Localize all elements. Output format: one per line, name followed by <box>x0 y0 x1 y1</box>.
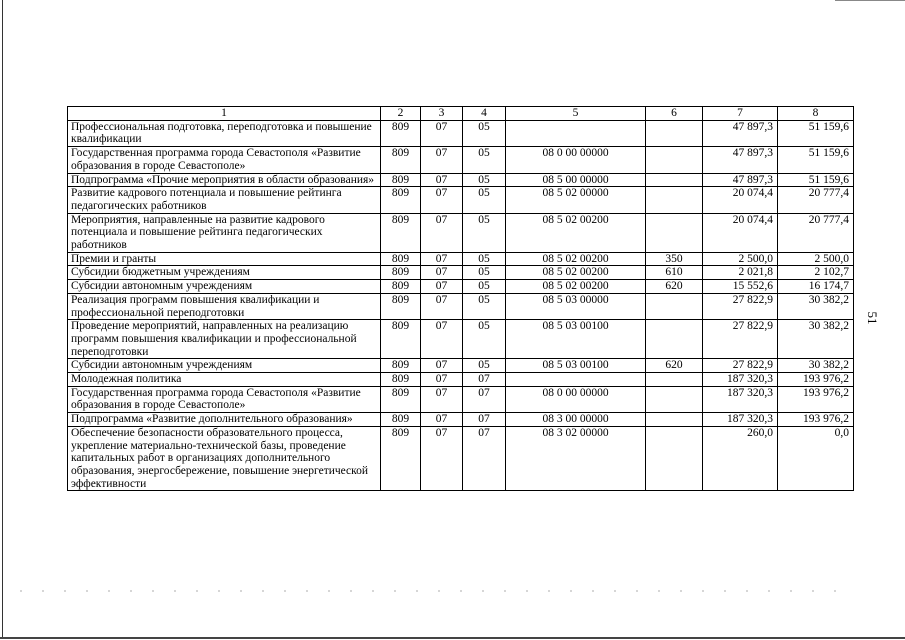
expense-type-cell <box>646 173 703 187</box>
subsection-code-cell: 07 <box>463 373 506 387</box>
amount-year2-cell: 20 777,4 <box>778 187 854 213</box>
subsection-code-cell: 05 <box>463 173 506 187</box>
subsection-code-cell: 05 <box>463 213 506 252</box>
expense-type-cell: 610 <box>646 266 703 280</box>
amount-year1-cell: 47 897,3 <box>703 173 778 187</box>
header-cell: 2 <box>381 107 421 121</box>
ministry-code-cell: 809 <box>381 266 421 280</box>
ministry-code-cell: 809 <box>381 373 421 387</box>
subsection-code-cell: 07 <box>463 413 506 427</box>
target-code-cell: 08 5 02 00200 <box>506 213 646 252</box>
amount-year2-cell: 30 382,2 <box>778 293 854 319</box>
ministry-code-cell: 809 <box>381 386 421 412</box>
expense-type-cell: 620 <box>646 280 703 294</box>
ministry-code-cell: 809 <box>381 173 421 187</box>
page-number: 51 <box>865 311 880 325</box>
subsection-code-cell: 05 <box>463 293 506 319</box>
expense-type-cell <box>646 120 703 146</box>
amount-year2-cell: 30 382,2 <box>778 320 854 359</box>
table-row <box>68 413 854 427</box>
target-code-cell: 08 5 03 00100 <box>506 359 646 373</box>
subsection-code-cell: 05 <box>463 252 506 266</box>
expense-type-cell <box>646 320 703 359</box>
ministry-code-cell: 809 <box>381 252 421 266</box>
section-code-cell: 07 <box>421 320 463 359</box>
table-row <box>68 147 854 173</box>
item-name-cell: Субсидии автономным учреждениям <box>68 359 381 373</box>
item-name-cell: Обеспечение безопасности образовательного процесса, укрепление материально-технической базы, проведение капитальных работ в организациях дополнительного образования, энергосбережение, повышение энергетической эффективности <box>68 426 381 491</box>
ministry-code-cell: 809 <box>381 413 421 427</box>
amount-year1-cell: 47 897,3 <box>703 147 778 173</box>
expense-type-cell <box>646 386 703 412</box>
expense-type-cell <box>646 147 703 173</box>
subsection-code-cell: 07 <box>463 386 506 412</box>
target-code-cell <box>506 373 646 387</box>
table-header-row <box>68 107 854 121</box>
header-cell: 6 <box>646 107 703 121</box>
amount-year1-cell: 2 021,8 <box>703 266 778 280</box>
header-cell: 8 <box>778 107 854 121</box>
expense-type-cell <box>646 187 703 213</box>
amount-year1-cell: 187 320,3 <box>703 386 778 412</box>
target-code-cell: 08 0 00 00000 <box>506 147 646 173</box>
amount-year2-cell: 51 159,6 <box>778 120 854 146</box>
section-code-cell: 07 <box>421 413 463 427</box>
amount-year1-cell: 2 500,0 <box>703 252 778 266</box>
subsection-code-cell: 05 <box>463 359 506 373</box>
expense-type-cell <box>646 373 703 387</box>
target-code-cell: 08 5 03 00100 <box>506 320 646 359</box>
amount-year1-cell: 20 074,4 <box>703 187 778 213</box>
target-code-cell: 08 5 02 00200 <box>506 252 646 266</box>
scan-noise <box>20 590 840 592</box>
subsection-code-cell: 05 <box>463 187 506 213</box>
ministry-code-cell: 809 <box>381 213 421 252</box>
item-name-cell: Премии и гранты <box>68 252 381 266</box>
target-code-cell: 08 5 02 00200 <box>506 266 646 280</box>
table-row <box>68 187 854 213</box>
header-cell: 7 <box>703 107 778 121</box>
ministry-code-cell: 809 <box>381 147 421 173</box>
subsection-code-cell: 05 <box>463 147 506 173</box>
section-code-cell: 07 <box>421 187 463 213</box>
section-code-cell: 07 <box>421 120 463 146</box>
amount-year2-cell: 51 159,6 <box>778 147 854 173</box>
table-row <box>68 120 854 146</box>
header-cell: 4 <box>463 107 506 121</box>
amount-year2-cell: 193 976,2 <box>778 413 854 427</box>
table-row <box>68 173 854 187</box>
item-name-cell: Профессиональная подготовка, переподготовка и повышение квалификации <box>68 120 381 146</box>
target-code-cell <box>506 120 646 146</box>
amount-year1-cell: 27 822,9 <box>703 359 778 373</box>
item-name-cell: Проведение мероприятий, направленных на реализацию программ повышения квалификации и профессиональной переподготовки <box>68 320 381 359</box>
item-name-cell: Государственная программа города Севастополя «Развитие образования в городе Севастополе» <box>68 386 381 412</box>
amount-year2-cell: 16 174,7 <box>778 280 854 294</box>
expense-type-cell: 350 <box>646 252 703 266</box>
ministry-code-cell: 809 <box>381 187 421 213</box>
section-code-cell: 07 <box>421 373 463 387</box>
ministry-code-cell: 809 <box>381 293 421 319</box>
scan-border-bottom <box>0 637 905 639</box>
table-row <box>68 280 854 294</box>
target-code-cell: 08 5 00 00000 <box>506 173 646 187</box>
amount-year1-cell: 27 822,9 <box>703 293 778 319</box>
section-code-cell: 07 <box>421 213 463 252</box>
budget-table <box>67 106 854 491</box>
subsection-code-cell: 07 <box>463 426 506 491</box>
target-code-cell: 08 0 00 00000 <box>506 386 646 412</box>
item-name-cell: Реализация программ повышения квалификации и профессиональной переподготовки <box>68 293 381 319</box>
ministry-code-cell: 809 <box>381 426 421 491</box>
amount-year2-cell: 193 976,2 <box>778 386 854 412</box>
amount-year1-cell: 27 822,9 <box>703 320 778 359</box>
section-code-cell: 07 <box>421 293 463 319</box>
expense-type-cell: 620 <box>646 359 703 373</box>
table-row <box>68 266 854 280</box>
amount-year2-cell: 30 382,2 <box>778 359 854 373</box>
section-code-cell: 07 <box>421 386 463 412</box>
subsection-code-cell: 05 <box>463 266 506 280</box>
expense-type-cell <box>646 426 703 491</box>
scan-border-top <box>835 0 905 1</box>
amount-year2-cell: 0,0 <box>778 426 854 491</box>
target-code-cell: 08 5 02 00200 <box>506 280 646 294</box>
section-code-cell: 07 <box>421 252 463 266</box>
section-code-cell: 07 <box>421 280 463 294</box>
amount-year2-cell: 51 159,6 <box>778 173 854 187</box>
amount-year1-cell: 260,0 <box>703 426 778 491</box>
item-name-cell: Молодежная политика <box>68 373 381 387</box>
section-code-cell: 07 <box>421 266 463 280</box>
table-row <box>68 373 854 387</box>
item-name-cell: Развитие кадрового потенциала и повышение рейтинга педагогических работников <box>68 187 381 213</box>
table-row <box>68 386 854 412</box>
table-body <box>68 107 854 491</box>
ministry-code-cell: 809 <box>381 280 421 294</box>
item-name-cell: Подпрограмма «Прочие мероприятия в области образования» <box>68 173 381 187</box>
amount-year2-cell: 20 777,4 <box>778 213 854 252</box>
ministry-code-cell: 809 <box>381 120 421 146</box>
amount-year2-cell: 193 976,2 <box>778 373 854 387</box>
amount-year2-cell: 2 102,7 <box>778 266 854 280</box>
table-row <box>68 252 854 266</box>
scan-border-left <box>2 0 3 638</box>
header-cell: 1 <box>68 107 381 121</box>
section-code-cell: 07 <box>421 147 463 173</box>
item-name-cell: Подпрограмма «Развитие дополнительного образования» <box>68 413 381 427</box>
amount-year1-cell: 47 897,3 <box>703 120 778 146</box>
target-code-cell: 08 3 02 00000 <box>506 426 646 491</box>
section-code-cell: 07 <box>421 173 463 187</box>
item-name-cell: Государственная программа города Севастополя «Развитие образования в городе Севастополе» <box>68 147 381 173</box>
expense-type-cell <box>646 293 703 319</box>
target-code-cell: 08 5 02 00000 <box>506 187 646 213</box>
header-cell: 5 <box>506 107 646 121</box>
subsection-code-cell: 05 <box>463 280 506 294</box>
item-name-cell: Мероприятия, направленные на развитие кадрового потенциала и повышение рейтинга педагогических работников <box>68 213 381 252</box>
ministry-code-cell: 809 <box>381 320 421 359</box>
table-row <box>68 320 854 359</box>
target-code-cell: 08 5 03 00000 <box>506 293 646 319</box>
table-row <box>68 426 854 491</box>
amount-year1-cell: 187 320,3 <box>703 373 778 387</box>
section-code-cell: 07 <box>421 359 463 373</box>
ministry-code-cell: 809 <box>381 359 421 373</box>
item-name-cell: Субсидии бюджетным учреждениям <box>68 266 381 280</box>
table-row <box>68 293 854 319</box>
section-code-cell: 07 <box>421 426 463 491</box>
amount-year2-cell: 2 500,0 <box>778 252 854 266</box>
amount-year1-cell: 15 552,6 <box>703 280 778 294</box>
subsection-code-cell: 05 <box>463 320 506 359</box>
expense-type-cell <box>646 413 703 427</box>
amount-year1-cell: 20 074,4 <box>703 213 778 252</box>
table-row <box>68 359 854 373</box>
subsection-code-cell: 05 <box>463 120 506 146</box>
target-code-cell: 08 3 00 00000 <box>506 413 646 427</box>
header-cell: 3 <box>421 107 463 121</box>
amount-year1-cell: 187 320,3 <box>703 413 778 427</box>
item-name-cell: Субсидии автономным учреждениям <box>68 280 381 294</box>
table-row <box>68 213 854 252</box>
expense-type-cell <box>646 213 703 252</box>
